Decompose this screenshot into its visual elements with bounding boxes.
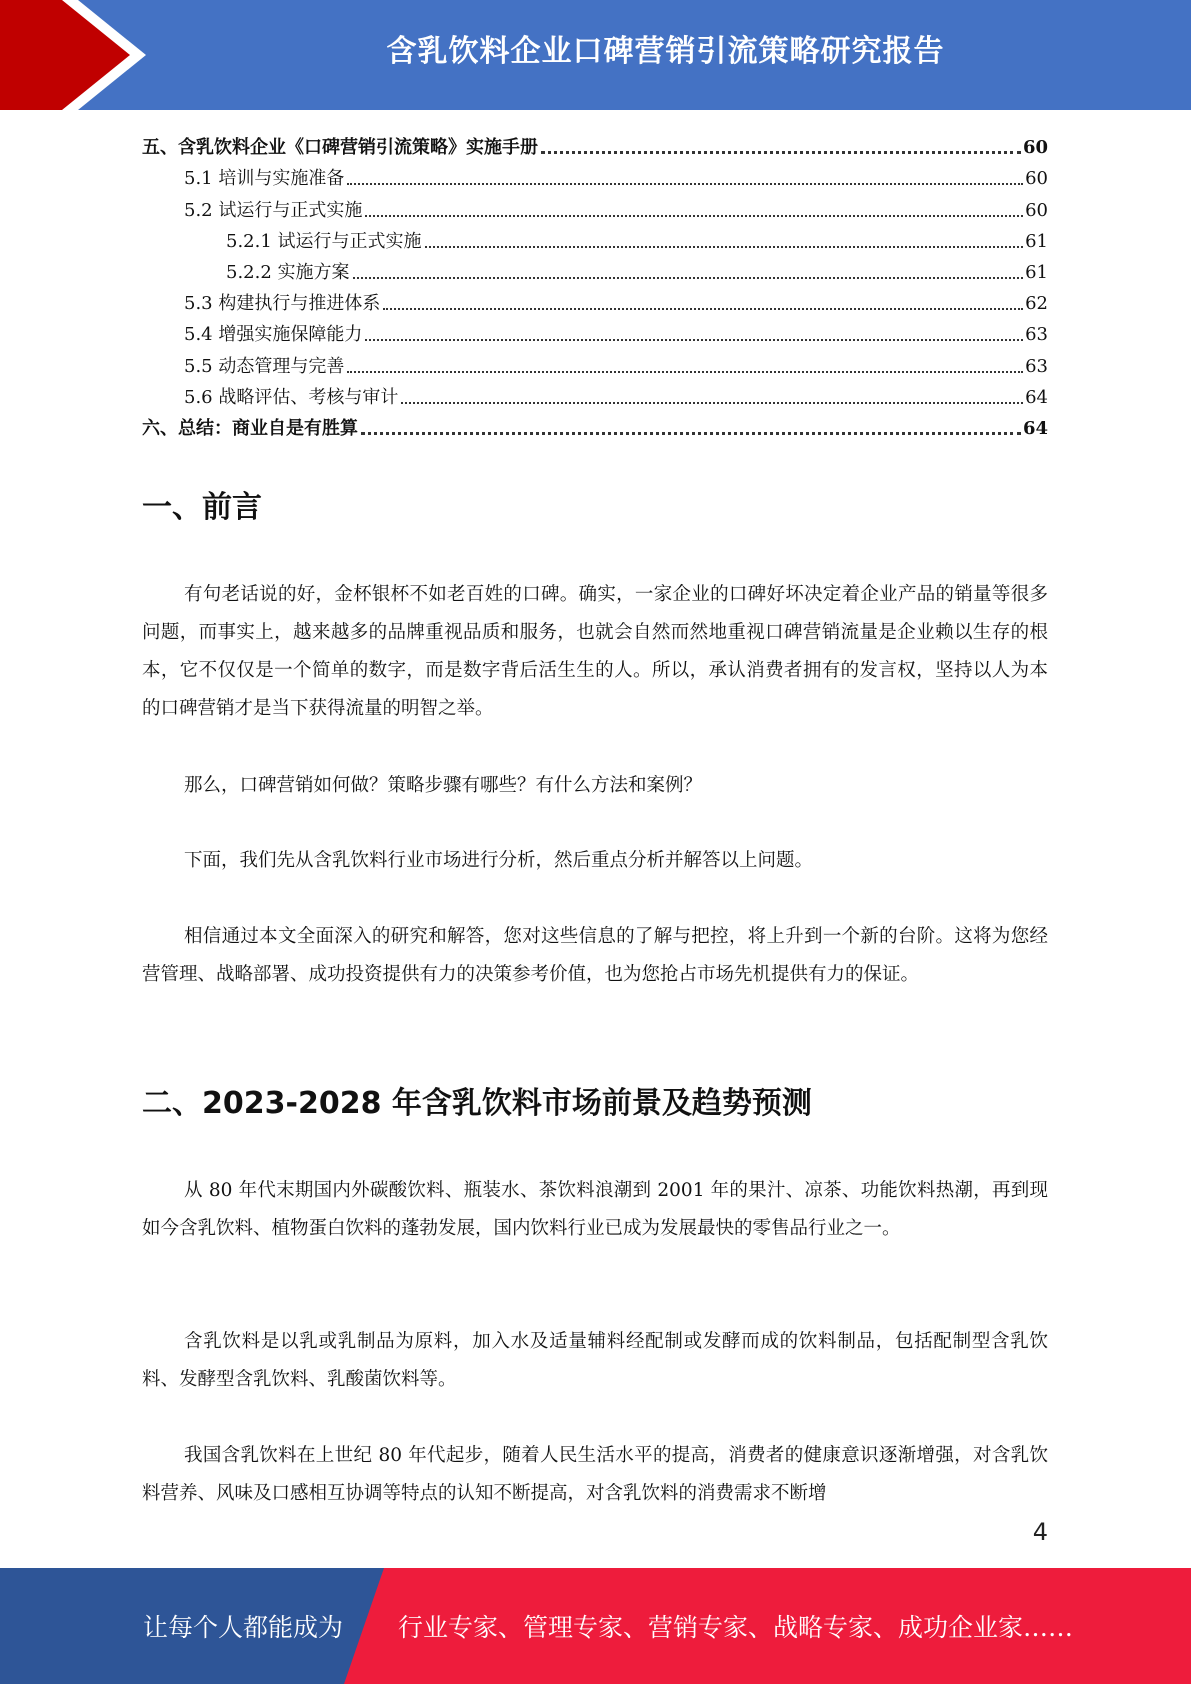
paragraph: 有句老话说的好，金杯银杯不如老百姓的口碑。确实，一家企业的口碑好坏决定着企业产品的销量等很多问题，而事实上，越来越多的品牌重视品质和服务，也就会自然而然地重视口碑营销流量是企业赖以生存的根本，它不仅仅是一个简单的数字，而是数字背后活生生的人。所以，承认消费者拥有的发言权，坚持以人为本的口碑营销才是当下获得流量的明智之举。 [142, 584, 1048, 719]
toc-dot-leader [365, 215, 1023, 217]
toc-entry[interactable] [142, 409, 1048, 440]
toc-entry-label: 5.2 试运行与正式实施 [184, 199, 363, 221]
toc-entry-label: 5.2.1 试运行与正式实施 [226, 230, 422, 252]
footer-slogan-right: 行业专家、管理专家、营销专家、战略专家、成功企业家…… [398, 1613, 1074, 1642]
paragraph: 从 80 年代末期国内外碳酸饮料、瓶装水、茶饮料浪潮到 2001 年的果汁、凉茶、功能饮料热潮，再到现如今含乳饮料、植物蛋白饮料的蓬勃发展，国内饮料行业已成为发展最快的零售品行业之一。 [142, 1180, 1048, 1239]
page-footer [0, 1568, 1191, 1684]
toc-entry[interactable] [142, 378, 1048, 409]
header-chevron-decoration [0, 0, 150, 110]
toc-dot-leader [361, 432, 1021, 435]
toc-dot-leader [347, 183, 1023, 185]
toc-entry[interactable] [142, 222, 1048, 253]
toc-entry-label: 5.5 动态管理与完善 [184, 355, 345, 377]
toc-entry-page: 60 [1025, 199, 1048, 221]
toc-entry[interactable] [142, 128, 1048, 159]
toc-entry-page: 61 [1025, 230, 1048, 252]
toc-dot-leader [347, 371, 1023, 373]
report-title: 含乳饮料企业口碑营销引流策略研究报告 [386, 34, 945, 69]
footer-slogan-left: 让每个人都能成为 [143, 1613, 344, 1642]
toc-entry[interactable] [142, 284, 1048, 315]
paragraph: 含乳饮料是以乳或乳制品为原料，加入水及适量辅料经配制或发酵而成的饮料制品，包括配制型含乳饮料、发酵型含乳饮料、乳酸菌饮料等。 [142, 1331, 1048, 1390]
paragraph: 相信通过本文全面深入的研究和解答，您对这些信息的了解与把控，将上升到一个新的台阶。这将为您经营管理、战略部署、成功投资提供有力的决策参考价值，也为您抢占市场先机提供有力的保证。 [142, 926, 1048, 985]
paragraph: 下面，我们先从含乳饮料行业市场进行分析，然后重点分析并解答以上问题。 [184, 850, 814, 871]
paragraph: 我国含乳饮料在上世纪 80 年代起步，随着人民生活水平的提高，消费者的健康意识逐渐增强，对含乳饮料营养、风味及口感相互协调等特点的认知不断提高，对含乳饮料的消费需求不断增 [142, 1445, 1048, 1504]
toc-dot-leader [353, 277, 1024, 279]
toc-entry[interactable] [142, 159, 1048, 190]
toc-entry-page: 61 [1025, 261, 1048, 283]
table-of-contents [142, 128, 1048, 440]
toc-dot-leader [425, 246, 1024, 248]
toc-entry-label: 5.4 增强实施保障能力 [184, 324, 363, 346]
toc-entry-page: 63 [1025, 324, 1048, 346]
toc-entry-label: 5.3 构建执行与推进体系 [184, 293, 381, 315]
page-number: 4 [1032, 1518, 1048, 1546]
toc-entry-label: 5.2.2 实施方案 [226, 261, 350, 283]
toc-entry-page: 62 [1025, 293, 1048, 315]
section-heading-preface: 一、前言 [142, 490, 262, 525]
toc-entry-label: 六、总结：商业自是有胜算 [142, 417, 358, 439]
toc-entry-label: 五、含乳饮料企业《口碑营销引流策略》实施手册 [142, 137, 538, 159]
section-heading-market-outlook: 二、2023-2028 年含乳饮料市场前景及趋势预测 [142, 1086, 812, 1121]
toc-entry-page: 60 [1022, 137, 1048, 159]
toc-dot-leader [401, 402, 1023, 404]
paragraph: 那么，口碑营销如何做？策略步骤有哪些？有什么方法和案例？ [184, 775, 703, 796]
toc-dot-leader [365, 339, 1023, 341]
toc-entry-page: 63 [1025, 355, 1048, 377]
toc-entry[interactable] [142, 315, 1048, 346]
toc-entry[interactable] [142, 190, 1048, 221]
toc-dot-leader [383, 308, 1023, 310]
toc-entry-label: 5.1 培训与实施准备 [184, 168, 345, 190]
toc-entry-page: 60 [1025, 168, 1048, 190]
toc-entry-page: 64 [1025, 386, 1048, 408]
toc-entry-label: 5.6 战略评估、考核与审计 [184, 386, 399, 408]
toc-entry-page: 64 [1022, 417, 1048, 439]
page-header [0, 0, 1191, 110]
toc-entry[interactable] [142, 253, 1048, 284]
toc-dot-leader [541, 151, 1021, 154]
toc-entry[interactable] [142, 346, 1048, 377]
